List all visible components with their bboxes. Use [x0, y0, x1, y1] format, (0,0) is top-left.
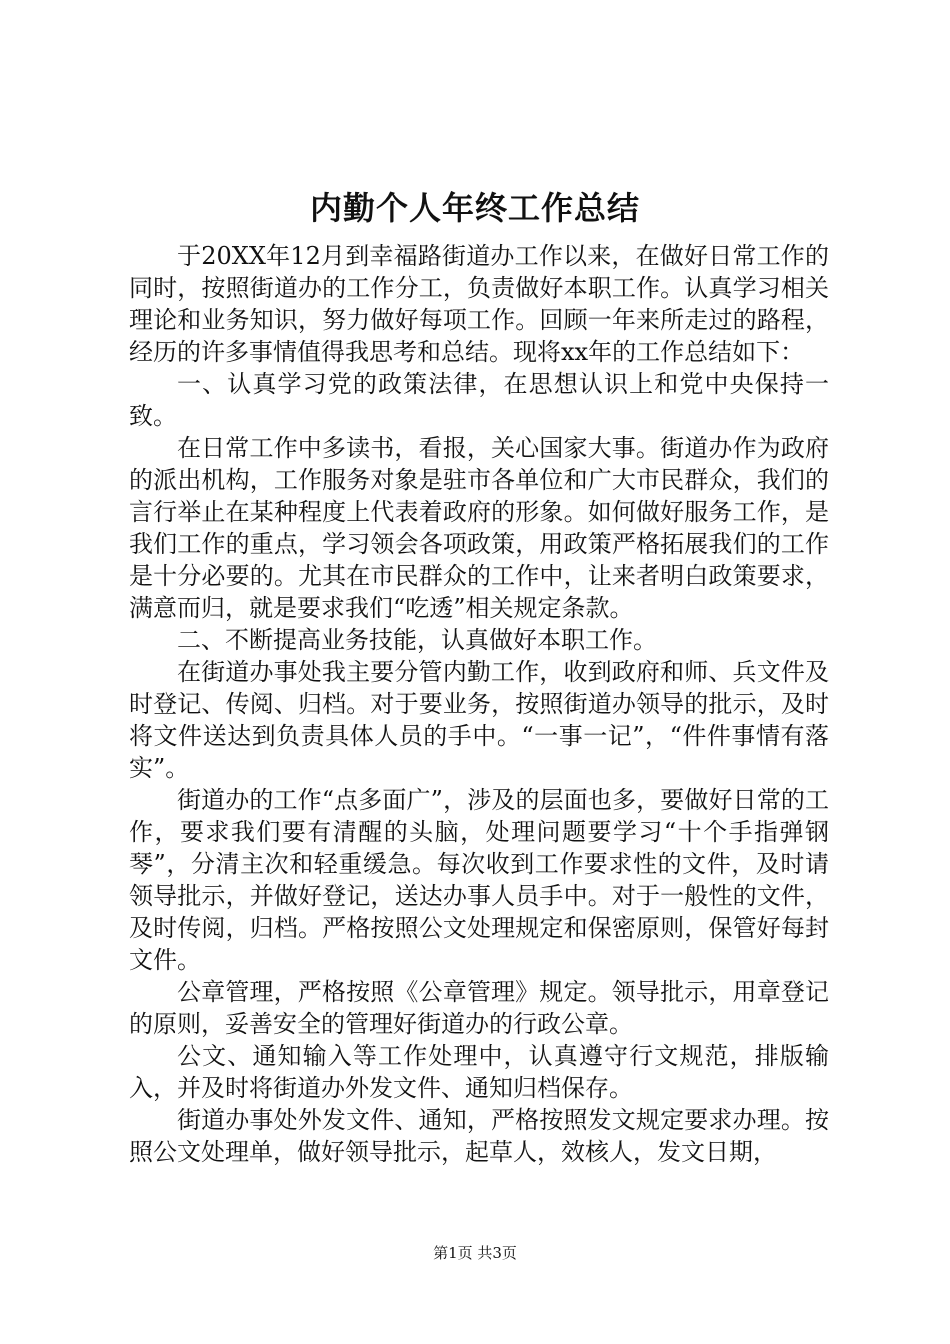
paragraph-daily-work: 街道办的工作“点多面广”，涉及的层面也多，要做好日常的工作，要求我们要有清醒的头脑，处理问题要学习“十个手指弹钢琴”，分清主次和轻重缓急。每次收到工作要求性的文件，及时请领导批示，并做好登记，送达办事人员手中。对于一般性的文件，及时传阅，归档。严格按照公文处理规定和保密原则，保管好每封文件。 [129, 786, 829, 974]
document-title: 内勤个人年终工作总结 [309, 189, 640, 227]
page-number-footer: 第1页 共3页 [433, 1244, 517, 1262]
paragraph-intro: 于20XX年12月到幸福路街道办工作以来，在做好日常工作的同时，按照街道办的工作分工，负责做好本职工作。认真学习相关理论和业务知识，努力做好每项工作。回顾一年来所走过的路程，经历的许多事情值得我思考和总结。现将xx年的工作总结如下： [129, 242, 829, 366]
paragraph-outgoing-documents: 街道办事处外发文件、通知，严格按照发文规定要求办理。按照公文处理单，做好领导批示，起草人，效核人，发文日期， [129, 1106, 829, 1166]
paragraph-seal-management: 公章管理，严格按照《公章管理》规定。领导批示，用章登记的原则，妥善安全的管理好街道办的行政公章。 [129, 978, 829, 1038]
section-heading-2: 二、不断提高业务技能，认真做好本职工作。 [177, 626, 657, 654]
paragraph-document-input: 公文、通知输入等工作处理中，认真遵守行文规范，排版输入，并及时将街道办外发文件、通知归档保存。 [129, 1042, 829, 1102]
document-body [129, 240, 829, 1168]
paragraph-internal-work: 在街道办事处我主要分管内勤工作，收到政府和师、兵文件及时登记、传阅、归档。对于要业务，按照街道办领导的批示，及时将文件送达到负责具体人员的手中。“一事一记”，“件件事情有落实”。 [129, 658, 829, 782]
section-heading-1: 一、认真学习党的政策法律，在思想认识上和党中央保持一致。 [129, 370, 829, 430]
paragraph-study: 在日常工作中多读书，看报，关心国家大事。街道办作为政府的派出机构，工作服务对象是驻市各单位和广大市民群众，我们的言行举止在某种程度上代表着政府的形象。如何做好服务工作，是我们工作的重点，学习领会各项政策，用政策严格拓展我们的工作是十分必要的。尤其在市民群众的工作中，让来者明白政策要求，满意而归，就是要求我们“吃透”相关规定条款。 [129, 434, 829, 622]
